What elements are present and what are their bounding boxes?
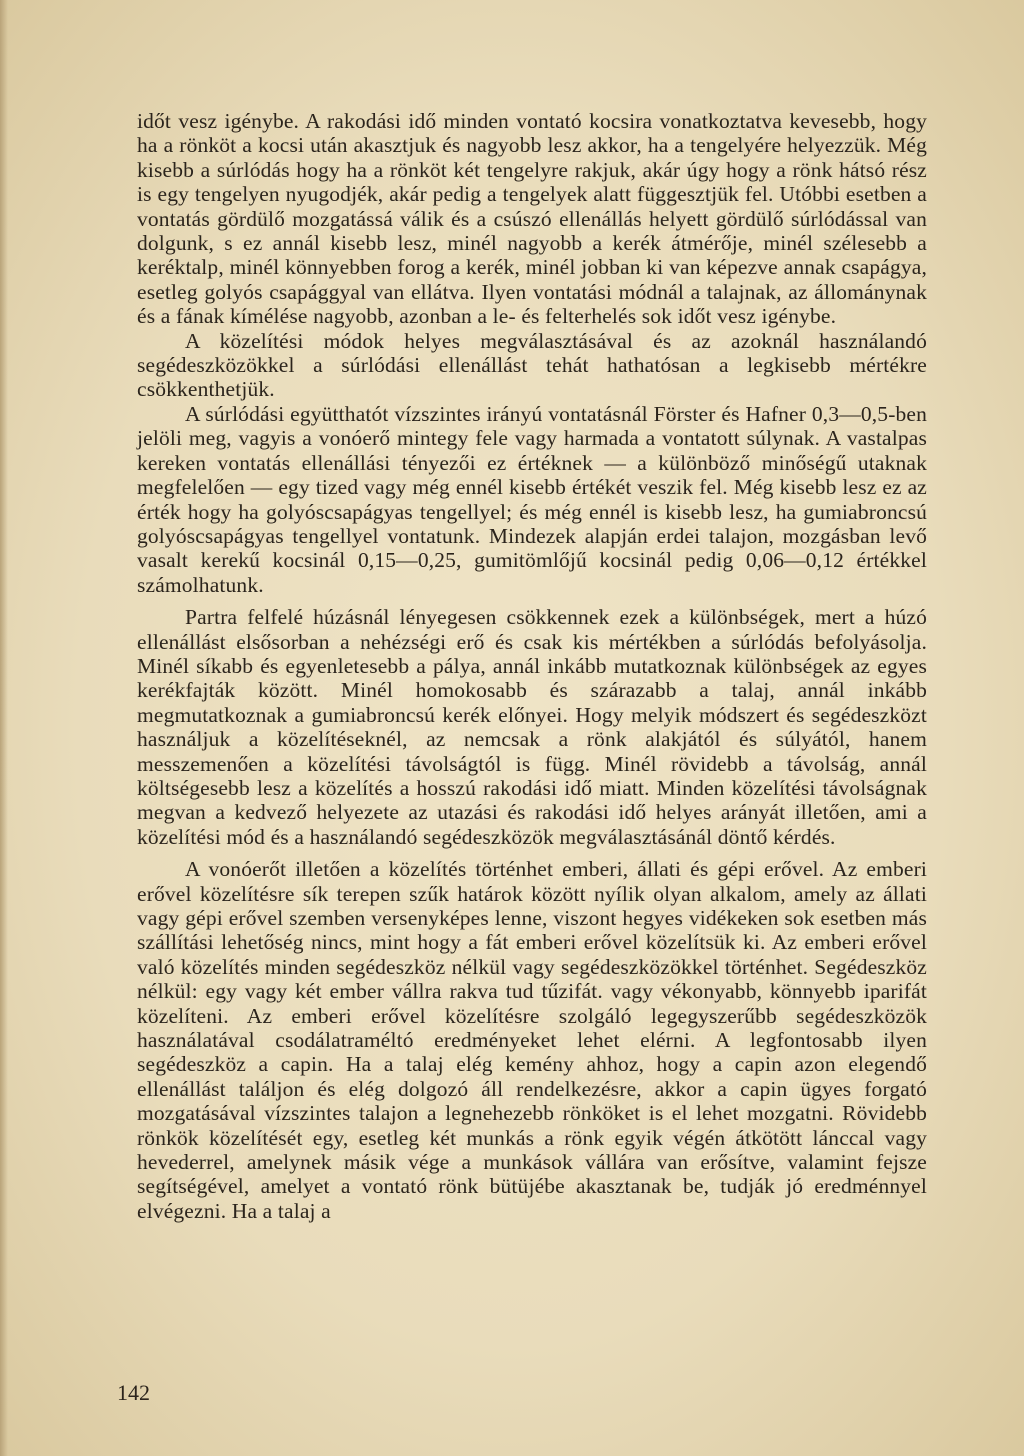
paragraph-5: A vonóerőt illetően a közelítés történhet emberi, állati és gépi erővel. Az emberi erővel közelítésre sík terepen szűk határok között nyílik olyan alkalom, amely az állati vagy gépi erővel szemben versenyképes lenne, viszont hegyes vidékeken sok esetben más szállítási lehetőség nincs, mint hogy a fát emberi erővel közelítsük ki. Az emberi erővel való közelítés minden segédeszköz nélkül vagy segédeszközökkel történhet. Segédeszköz nélkül: egy vagy két ember vállra rakva tud tűzifát. vagy vékonyabb, könnyebb iparifát közelíteni. Az emberi erővel közelítésre szolgáló legegyszerűbb segédeszközök használatával csodálatraméltó eredményeket lehet elérni. A legfontosabb ilyen segédeszköz a capin. Ha a talaj elég kemény ahhoz, hogy a capin azon elegendő ellenállást találjon és elég dolgozó áll rendelkezésre, akkor a capin ügyes forgató mozgatásával vízszintes talajon a legnehezebb rönköket is el lehet mozgatni. Rövidebb rönkök közelítését egy, esetleg két munkás a rönk egyik végén átkötött lánccal vagy hevederrel, amelynek másik vége a munkások vállára van erősítve, valamint fejsze segítségével, amelyet a vontató rönk bütüjébe akasztanak be, tudják jó eredménnyel elvégezni. Ha a talaj a <box>137 857 927 1223</box>
paragraph-2: A közelítési módok helyes megválasztásával és az azoknál használandó segédeszközökkel a súrlódási ellenállást tehát hathatósan a legkisebb mértékre csökkenthetjük. <box>137 328 927 402</box>
page-edge-shadow <box>0 0 8 1456</box>
paragraph-3: A súrlódási együtthatót vízszintes irányú vontatásnál Förster és Hafner 0,3—0,5-ben jelöli meg, vagyis a vonóerő mintegy fele vagy harmada a vontatott súlynak. A vastalpas kereken vontatás ellenállási tényezői ez értéknek — a különböző minőségű utaknak megfelelően — egy tized vagy még ennél kisebb értékét veszik fel. Még kisebb lesz ez az érték hogy ha golyóscsapágyas tengellyel; és még ennél is kisebb lesz, ha gumiabroncsú golyóscsapágyas tengellyel vontatunk. Mindezek alapján erdei talajon, mozgásban levő vasalt kerekű kocsinál 0,15—0,25, gumitömlőjű kocsinál pedig 0,06—0,12 értékkel számolhatunk. <box>137 401 927 597</box>
page-number: 142 <box>117 1380 150 1405</box>
body-text <box>137 109 927 1223</box>
paragraph-4: Partra felfelé húzásnál lényegesen csökkennek ezek a különbségek, mert a húzó ellenállást elsősorban a nehézségi erő és csak kis mértékben a súrlódás befolyásolja. Minél síkabb és egyenletesebb a pálya, annál inkább mutatkoznak különbségek az egyes kerékfajták között. Minél homokosabb és szárazabb a talaj, annál inkább megmutatkoznak a gumiabroncsú kerék előnyei. Hogy melyik módszert és segédeszközt használjuk a közelítéseknél, az nemcsak a rönk alakjától és súlyától, hanem messzemenően a közelítési távolságtól is függ. Minél rövidebb a távolság, annál költségesebb lesz a közelítés a hosszú rakodási idő miatt. Minden közelítési távolságnak megvan a kedvező helyezete az utazási és rakodási idő helyes arányát illetően, ami a közelítési mód és a használandó segédeszközök megválasztásánál döntő kérdés. <box>137 605 927 849</box>
paragraph-1: időt vesz igénybe. A rakodási idő minden vontató kocsira vonatkoztatva kevesebb, hogy ha a rönköt a kocsi után akasztjuk és nagyobb lesz akkor, ha a tengelyére helyezzük. Még kisebb a súrlódás hogy ha a rönköt két tengelyre rakjuk, akár úgy hogy a rönk hátsó rész is egy tengelyen nyugodjék, akár pedig a tengelyek alatt függesztjük fel. Utóbbi esetben a vontatás gördülő mozgatássá válik és a csúszó ellenállás helyett gördülő súrlódással van dolgunk, s ez annál kisebb lesz, minél nagyobb a kerék átmérője, minél szélesebb a keréktalp, minél könnyebben forog a kerék, minél jobban ki van képezve annak csapágya, esetleg golyós csapággyal van ellátva. Ilyen vontatási módnál a talajnak, az állománynak és a fának kímélése nagyobb, azonban a le- és felterhelés sok időt vesz igénybe. <box>137 109 927 329</box>
